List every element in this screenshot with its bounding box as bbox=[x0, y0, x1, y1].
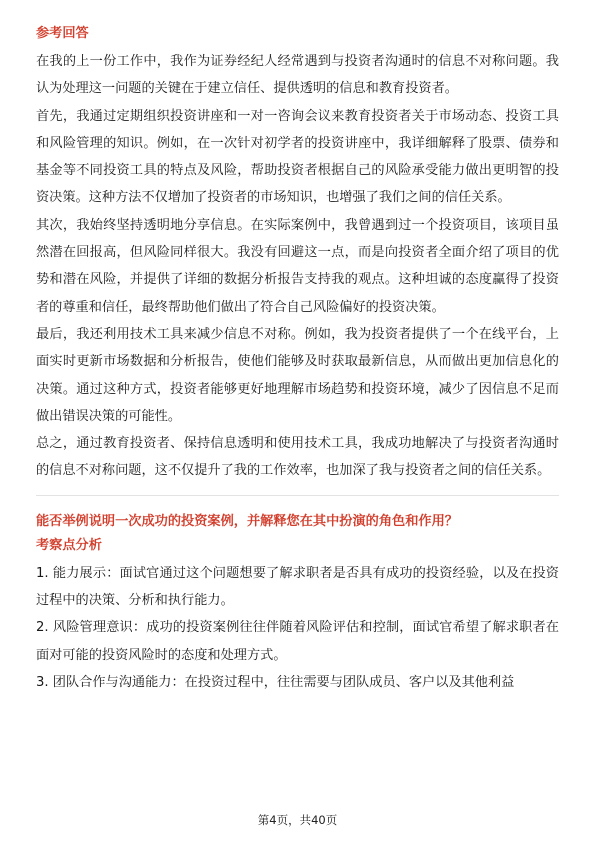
section-divider bbox=[36, 495, 559, 496]
page-content bbox=[36, 22, 559, 696]
answer-paragraph: 其次，我始终坚持透明地分享信息。在实际案例中，我曾遇到过一个投资项目，该项目虽然潜在回报高，但风险同样很大。我没有回避这一点，而是向投资者全面介绍了项目的优势和潜在风险，并提供了详细的数据分析报告支持我的观点。这种坦诚的态度赢得了投资者的尊重和信任，最终帮助他们做出了符合自己风险偏好的投资决策。 bbox=[36, 217, 559, 315]
answer-paragraph: 总之，通过教育投资者、保持信息透明和使用技术工具，我成功地解决了与投资者沟通时的信息不对称问题，这不仅提升了我的工作效率，也加深了我与投资者之间的信任关系。 bbox=[36, 436, 559, 479]
answer-paragraph: 在我的上一份工作中，我作为证券经纪人经常遇到与投资者沟通时的信息不对称问题。我认为处理这一问题的关键在于建立信任、提供透明的信息和教育投资者。 bbox=[36, 54, 559, 97]
analysis-item: 2. 风险管理意识：成功的投资案例往往伴随着风险评估和控制，面试官希望了解求职者在面对可能的投资风险时的态度和处理方式。 bbox=[36, 620, 559, 663]
analysis-item: 3. 团队合作与沟通能力：在投资过程中，往往需要与团队成员、客户以及其他利益 bbox=[36, 674, 515, 690]
page-number-footer: 第4页，共40页 bbox=[257, 813, 338, 827]
answer-paragraph: 首先，我通过定期组织投资讲座和一对一咨询会议来教育投资者关于市场动态、投资工具和风险管理的知识。例如，在一次针对初学者的投资讲座中，我详细解释了股票、债券和基金等不同投资工具的特点及风险，帮助投资者根据自己的风险承受能力做出更明智的投资决策。这种方法不仅增加了投资者的市场知识，也增强了我们之间的信任关系。 bbox=[36, 108, 559, 206]
analysis-heading: 考察点分析 bbox=[36, 537, 102, 553]
analysis-item: 1. 能力展示：面试官通过这个问题想要了解求职者是否具有成功的投资经验，以及在投资过程中的决策、分析和执行能力。 bbox=[36, 565, 559, 609]
answer-heading: 参考回答 bbox=[36, 26, 89, 41]
interview-question: 能否举例说明一次成功的投资案例，并解释您在其中扮演的角色和作用？ bbox=[36, 513, 458, 529]
answer-paragraph: 最后，我还利用技术工具来减少信息不对称。例如，我为投资者提供了一个在线平台，上面实时更新市场数据和分析报告，使他们能够及时获取最新信息，从而做出更加信息化的决策。通过这种方式，投资者能够更好地理解市场趋势和投资环境，减少了因信息不足而做出错误决策的可能性。 bbox=[36, 326, 559, 424]
